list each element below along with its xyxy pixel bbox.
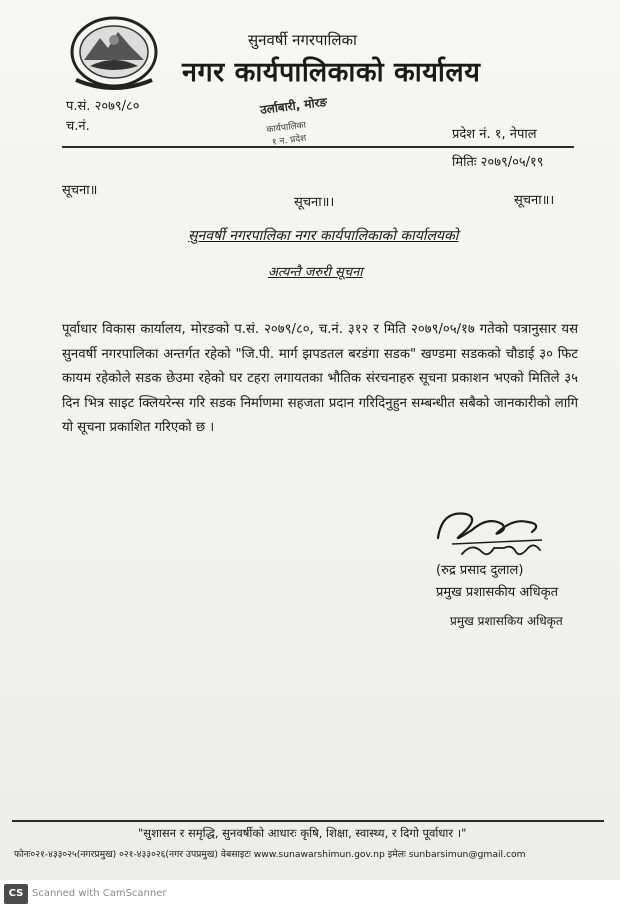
notice-heading-3: सूचना॥। [514,193,555,208]
municipality-name: सुनवर्षी नगरपालिका [248,31,357,49]
notice-body: पूर्वाधार विकास कार्यालय, मोरङको प.सं. २०७९/८०, च.नं. ३१२ र मिति २०७९/०५/१७ गतेको पत्रानुसार यस सुनवर्षी नगरपालिका अन्तर्गत रहेको "जि.पी. मार्ग झपडतल बरडंगा सडक" खण्डमा सडकको चौडाई ३० फिट कायम रहेकोले सडक छेउमा रहेको घर टहरा लगायतका भौतिक संरचनाहरु सूचना प्रकाशन भएको मितिले ३५ दिन भित्र साइट क्लियरेन्स गरि सडक निर्माणमा सहजता प्रदान गरिदिनुहुन सम्बन्धीत सबैको जानकारीको लागि यो सूचना प्रकाशित गरिएको छ । [62,322,578,435]
signatory-title-stamp: प्रमुख प्रशासकिय अधिकृत [450,614,563,628]
signatory-name: (रुद्र प्रसाद दुलाल) [436,563,524,578]
dispatch-number: च.नं. [66,119,90,134]
footer-contact: फोनः०२१-४३३०२५(नगरप्रमुख) ०२१-४३३०२६(नगर उपप्रमुख) वेबसाइटः www.sunawarshimun.gov.np इमेलः sunbarsimun@gmail.com [14,849,526,860]
footer-slogan: "सुशासन र समृद्धि, सुनवर्षीको आधारः कृषि, शिक्षा, स्वास्थ्य, र दिगो पूर्वाधार ।" [138,826,467,840]
header-divider [62,146,574,148]
scanner-watermark: Scanned with CamScanner [32,888,167,899]
stamp-line-1: उर्लाबारी, मोरङ [259,94,328,117]
office-title: नगर कार्यपालिकाको कार्यालय [182,57,481,88]
letter-date: मितिः २०७९/०५/१९ [452,155,544,170]
stamp-line-3: १ न. प्रदेश [271,133,307,148]
subject-line-2: अत्यन्तै जरुरी सूचना [268,265,363,280]
stamp-line-2: कार्यपालिका [266,120,307,136]
footer-divider [12,820,604,822]
camscanner-logo: CS [4,884,28,904]
subject-line-1: सुनवर्षी नगरपालिका नगर कार्यपालिकाको कार्यालयको [188,228,459,244]
nepal-emblem-icon [68,10,160,90]
signatory-title: प्रमुख प्रशासकीय अधिकृत [436,585,559,600]
reference-number: प.सं. २०७९/८० [66,99,140,114]
handwritten-signature-icon [432,504,552,562]
notice-heading-2: सूचना॥। [294,195,335,210]
notice-heading-1: सूचना॥ [62,183,98,198]
province-label: प्रदेश नं. १, नेपाल [452,127,537,142]
